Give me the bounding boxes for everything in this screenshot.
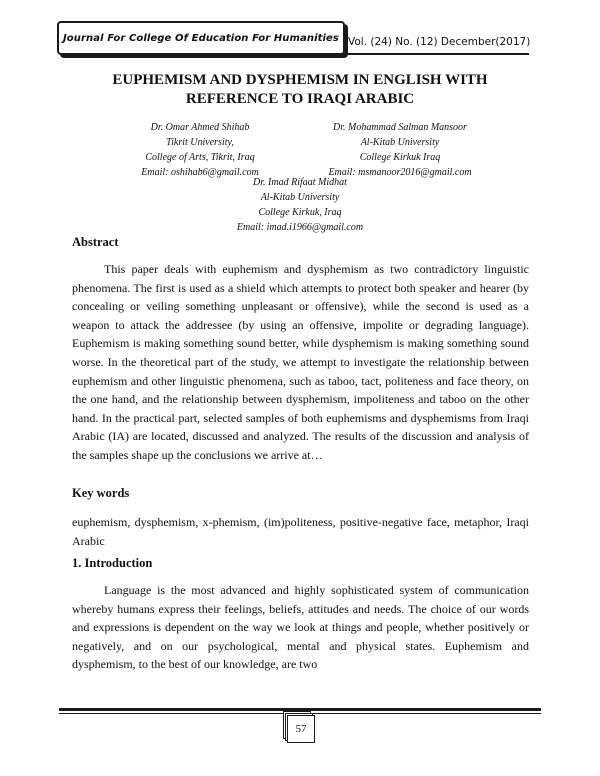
author-email: Email: imad.i1966@gmail.com	[236, 222, 364, 233]
author-affiliation: Tikrit University,	[166, 137, 234, 148]
journal-name-box	[57, 21, 345, 55]
author-block-1	[100, 120, 300, 180]
keywords-heading: Key words	[72, 486, 130, 500]
abstract-text: This paper deals with euphemism and dysphemism as two contradictory linguistic phenomena. The first is used as a shield which attempts to protect both speaker and hearer (by concealing or veiling something unpleasant or offensive), while the second is used as a weapon to attack the addressee (by using an offensive, impolite or degrading language). Euphemism is making something sound better, while dysphemism is making something sound worse. In the theoretical part of the study, we attempt to investigate the relationship between euphemism and other linguistic phenomena, such as taboo, tact, politeness and face theory, on the one hand, and the relationship between dysphemism, impoliteness and taboo on the other hand. In the practical part, selected samples of both euphemisms and dysphemisms from Iraqi Arabic (IA) are located, discussed and analyzed. The results of the discussion and analysis of the samples shape up the conclusions we arrive at…	[72, 262, 529, 462]
abstract-heading: Abstract	[72, 235, 119, 249]
author-name: Dr. Imad Rifaat Midhat	[253, 177, 347, 188]
author-affiliation: College Kirkuk Iraq	[359, 152, 441, 163]
author-affiliation: College of Arts, Tikrit, Iraq	[145, 152, 255, 163]
introduction-heading: 1. Introduction	[72, 556, 153, 570]
author-email: Email: msmanoor2016@gmail.com	[328, 167, 472, 178]
page-number-stack-icon	[283, 711, 317, 747]
introduction-text: Language is the most advanced and highly sophisticated system of communication whereby humans express their feelings, beliefs, attitudes and needs. The choice of our words and expressions is dependent on the way we look at things and people, whether positively or negatively, and on our psychological, mental and physical states. Euphemism and dysphemism, to the best of our knowledge, are two	[72, 583, 529, 672]
author-name: Dr. Mohammad Salman Mansoor	[333, 122, 467, 133]
title-line-1: EUPHEMISM AND DYSPHEMISM IN ENGLISH WITH	[112, 72, 488, 88]
author-affiliation: College Kirkuk, Iraq	[258, 207, 342, 218]
header-divider	[71, 53, 529, 55]
author-block-2	[300, 120, 500, 180]
title-line-2: REFERENCE TO IRAQI ARABIC	[185, 91, 415, 107]
journal-name: Journal For College Of Education For Humanities	[62, 32, 339, 44]
author-block-3	[200, 175, 400, 235]
page-number: 57	[295, 723, 307, 735]
author-affiliation: Al-Kitab University	[260, 192, 340, 203]
paper-title	[72, 71, 528, 109]
issue-info: Vol. (24) No. (12) December(2017)	[348, 36, 531, 48]
author-email: Email: oshihab6@gmail.com	[141, 167, 259, 178]
author-name: Dr. Omar Ahmed Shihab	[150, 122, 250, 133]
keywords-text: euphemism, dysphemism, x-phemism, (im)politeness, positive-negative face, metaphor, Iraqi Arabic	[72, 515, 529, 548]
author-affiliation: Al-Kitab University	[360, 137, 440, 148]
